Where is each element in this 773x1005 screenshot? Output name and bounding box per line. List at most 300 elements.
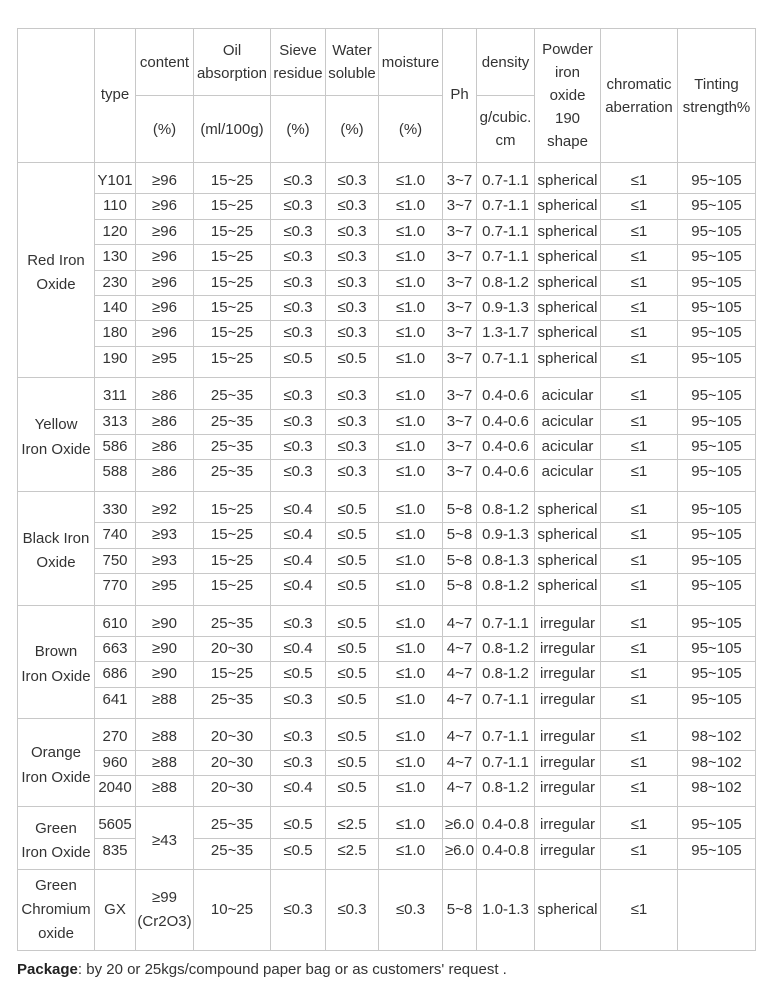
table-row: [18, 687, 756, 718]
cell-shape: spherical: [535, 346, 601, 377]
cell-density: 0.7-1.1: [477, 219, 535, 244]
cell-moisture: ≤1.0: [379, 605, 443, 636]
cell-oil: 20~30: [194, 636, 271, 661]
cell-content: ≥88: [136, 775, 194, 806]
cell-density: 1.3-1.7: [477, 321, 535, 346]
header-blank: [18, 29, 95, 163]
cell-content: ≥88: [136, 750, 194, 775]
table-row: [18, 719, 756, 750]
cell-moisture: ≤1.0: [379, 807, 443, 838]
cell-water: ≤2.5: [326, 838, 379, 869]
cell-water: ≤0.5: [326, 491, 379, 522]
package-note: [17, 961, 507, 978]
cell-ph: 4~7: [443, 750, 477, 775]
cell-chromatic: ≤1: [601, 460, 678, 491]
cell-density: 0.8-1.2: [477, 574, 535, 605]
cell-oil: 25~35: [194, 378, 271, 409]
cell-sieve: ≤0.5: [271, 838, 326, 869]
cell-density: 0.4-0.6: [477, 435, 535, 460]
table-row: [18, 574, 756, 605]
cell-content: ≥88: [136, 719, 194, 750]
cell-type: 686: [95, 662, 136, 687]
table-row: [18, 775, 756, 806]
cell-tinting: 95~105: [678, 219, 756, 244]
cell-shape: irregular: [535, 687, 601, 718]
cell-oil: 20~30: [194, 775, 271, 806]
cell-chromatic: ≤1: [601, 378, 678, 409]
cell-ph: 4~7: [443, 719, 477, 750]
cell-moisture: ≤1.0: [379, 574, 443, 605]
table-row: [18, 870, 756, 951]
cell-oil: 25~35: [194, 460, 271, 491]
cell-sieve: ≤0.3: [271, 719, 326, 750]
cell-tinting: 95~105: [678, 548, 756, 573]
table-row: [18, 605, 756, 636]
cell-density: 0.8-1.2: [477, 662, 535, 687]
cell-water: ≤0.3: [326, 296, 379, 321]
cell-moisture: ≤1.0: [379, 523, 443, 548]
cell-tinting: 95~105: [678, 491, 756, 522]
cell-type: 190: [95, 346, 136, 377]
cell-oil: 15~25: [194, 163, 271, 194]
cell-shape: spherical: [535, 270, 601, 295]
cell-type: 270: [95, 719, 136, 750]
table-row: [18, 662, 756, 687]
cell-sieve: ≤0.5: [271, 662, 326, 687]
cell-ph: 3~7: [443, 435, 477, 460]
group-name: Green Chromium oxide: [18, 870, 95, 951]
cell-ph: 5~8: [443, 523, 477, 548]
cell-tinting: 95~105: [678, 163, 756, 194]
cell-type: 330: [95, 491, 136, 522]
cell-type: GX: [95, 870, 136, 951]
cell-tinting: 95~105: [678, 662, 756, 687]
cell-chromatic: ≤1: [601, 346, 678, 377]
group-name: Black Iron Oxide: [18, 491, 95, 605]
cell-sieve: ≤0.3: [271, 219, 326, 244]
cell-type: 5605: [95, 807, 136, 838]
cell-water: ≤0.3: [326, 194, 379, 219]
cell-sieve: ≤0.3: [271, 605, 326, 636]
cell-shape: irregular: [535, 719, 601, 750]
table-row: [18, 194, 756, 219]
cell-ph: 3~7: [443, 270, 477, 295]
cell-ph: 3~7: [443, 194, 477, 219]
cell-ph: 4~7: [443, 636, 477, 661]
cell-ph: 4~7: [443, 605, 477, 636]
cell-moisture: ≤1.0: [379, 296, 443, 321]
cell-sieve: ≤0.3: [271, 245, 326, 270]
group-name: Green Iron Oxide: [18, 807, 95, 870]
cell-tinting: 95~105: [678, 194, 756, 219]
cell-sieve: ≤0.3: [271, 194, 326, 219]
cell-chromatic: ≤1: [601, 194, 678, 219]
cell-moisture: ≤1.0: [379, 548, 443, 573]
cell-tinting: 95~105: [678, 321, 756, 346]
cell-water: ≤0.3: [326, 378, 379, 409]
table-row: [18, 163, 756, 194]
cell-water: ≤0.5: [326, 750, 379, 775]
cell-chromatic: ≤1: [601, 662, 678, 687]
cell-water: ≤2.5: [326, 807, 379, 838]
cell-shape: spherical: [535, 219, 601, 244]
cell-moisture: ≤1.0: [379, 194, 443, 219]
cell-shape: irregular: [535, 750, 601, 775]
cell-shape: spherical: [535, 574, 601, 605]
cell-tinting: 95~105: [678, 409, 756, 434]
cell-sieve: ≤0.4: [271, 775, 326, 806]
cell-oil: 20~30: [194, 750, 271, 775]
cell-density: 0.7-1.1: [477, 194, 535, 219]
cell-moisture: ≤1.0: [379, 163, 443, 194]
cell-content: ≥86: [136, 409, 194, 434]
cell-moisture: ≤1.0: [379, 838, 443, 869]
cell-oil: 15~25: [194, 270, 271, 295]
cell-content: ≥95: [136, 346, 194, 377]
cell-content: ≥86: [136, 378, 194, 409]
cell-moisture: ≤1.0: [379, 491, 443, 522]
table-row: [18, 548, 756, 573]
cell-water: ≤0.3: [326, 870, 379, 951]
cell-sieve: ≤0.5: [271, 346, 326, 377]
cell-ph: 3~7: [443, 409, 477, 434]
cell-content: ≥93: [136, 548, 194, 573]
cell-sieve: ≤0.3: [271, 870, 326, 951]
cell-type: 311: [95, 378, 136, 409]
cell-shape: spherical: [535, 491, 601, 522]
cell-tinting: 95~105: [678, 523, 756, 548]
cell-density: 0.8-1.2: [477, 636, 535, 661]
cell-chromatic: ≤1: [601, 870, 678, 951]
unit-moisture: (%): [379, 96, 443, 163]
cell-chromatic: ≤1: [601, 270, 678, 295]
cell-sieve: ≤0.3: [271, 270, 326, 295]
spec-table: [17, 28, 756, 951]
table-row: [18, 296, 756, 321]
cell-type: 750: [95, 548, 136, 573]
cell-type: 770: [95, 574, 136, 605]
table-row: [18, 219, 756, 244]
cell-oil: 15~25: [194, 194, 271, 219]
cell-density: 0.9-1.3: [477, 523, 535, 548]
cell-water: ≤0.5: [326, 574, 379, 605]
cell-density: 0.7-1.1: [477, 687, 535, 718]
table-row: [18, 245, 756, 270]
cell-tinting: 95~105: [678, 378, 756, 409]
group-name: Yellow Iron Oxide: [18, 378, 95, 492]
cell-tinting: 95~105: [678, 346, 756, 377]
header-oil: Oil absorption: [194, 29, 271, 96]
cell-type: 140: [95, 296, 136, 321]
cell-oil: 15~25: [194, 491, 271, 522]
header-chromatic: chromatic aberration: [601, 29, 678, 163]
cell-density: 0.8-1.2: [477, 775, 535, 806]
cell-sieve: ≤0.4: [271, 491, 326, 522]
cell-chromatic: ≤1: [601, 296, 678, 321]
cell-ph: 3~7: [443, 346, 477, 377]
cell-type: 180: [95, 321, 136, 346]
cell-water: ≤0.5: [326, 346, 379, 377]
cell-shape: irregular: [535, 775, 601, 806]
cell-tinting: 98~102: [678, 719, 756, 750]
cell-sieve: ≤0.5: [271, 807, 326, 838]
cell-type: 586: [95, 435, 136, 460]
cell-chromatic: ≤1: [601, 574, 678, 605]
table-row: [18, 838, 756, 869]
cell-water: ≤0.5: [326, 775, 379, 806]
cell-content: ≥96: [136, 296, 194, 321]
cell-density: 0.7-1.1: [477, 163, 535, 194]
unit-water: (%): [326, 96, 379, 163]
cell-shape: irregular: [535, 605, 601, 636]
cell-content: ≥93: [136, 523, 194, 548]
cell-sieve: ≤0.3: [271, 687, 326, 718]
cell-shape: irregular: [535, 662, 601, 687]
cell-density: 0.7-1.1: [477, 750, 535, 775]
table-row: [18, 270, 756, 295]
cell-chromatic: ≤1: [601, 491, 678, 522]
cell-type: 663: [95, 636, 136, 661]
cell-type: Y101: [95, 163, 136, 194]
cell-oil: 15~25: [194, 219, 271, 244]
header-ph: Ph: [443, 29, 477, 163]
cell-water: ≤0.3: [326, 245, 379, 270]
cell-chromatic: ≤1: [601, 321, 678, 346]
table-row: [18, 435, 756, 460]
cell-chromatic: ≤1: [601, 838, 678, 869]
cell-chromatic: ≤1: [601, 807, 678, 838]
cell-ph: 5~8: [443, 491, 477, 522]
cell-water: ≤0.5: [326, 605, 379, 636]
cell-oil: 15~25: [194, 346, 271, 377]
cell-moisture: ≤1.0: [379, 662, 443, 687]
cell-tinting: 95~105: [678, 687, 756, 718]
table-row: [18, 491, 756, 522]
cell-moisture: ≤1.0: [379, 409, 443, 434]
cell-content: ≥92: [136, 491, 194, 522]
cell-density: 0.8-1.2: [477, 491, 535, 522]
cell-sieve: ≤0.4: [271, 523, 326, 548]
header-type: type: [95, 29, 136, 163]
header-density: density: [477, 29, 535, 96]
cell-content: ≥99 (Cr2O3): [136, 870, 194, 951]
cell-shape: spherical: [535, 163, 601, 194]
cell-water: ≤0.5: [326, 662, 379, 687]
cell-chromatic: ≤1: [601, 687, 678, 718]
cell-water: ≤0.5: [326, 523, 379, 548]
cell-water: ≤0.3: [326, 219, 379, 244]
cell-water: ≤0.5: [326, 548, 379, 573]
cell-sieve: ≤0.3: [271, 378, 326, 409]
cell-density: 1.0-1.3: [477, 870, 535, 951]
cell-density: 0.8-1.2: [477, 270, 535, 295]
cell-shape: spherical: [535, 870, 601, 951]
cell-chromatic: ≤1: [601, 245, 678, 270]
cell-ph: 3~7: [443, 321, 477, 346]
cell-shape: spherical: [535, 523, 601, 548]
cell-content: ≥86: [136, 435, 194, 460]
cell-shape: acicular: [535, 435, 601, 460]
cell-oil: 20~30: [194, 719, 271, 750]
cell-tinting: 95~105: [678, 574, 756, 605]
cell-tinting: [678, 870, 756, 951]
cell-type: 2040: [95, 775, 136, 806]
cell-shape: spherical: [535, 194, 601, 219]
cell-density: 0.4-0.6: [477, 460, 535, 491]
cell-water: ≤0.3: [326, 163, 379, 194]
cell-ph: 5~8: [443, 870, 477, 951]
package-text: : by 20 or 25kgs/compound paper bag or as customers' request .: [77, 961, 507, 978]
unit-content: (%): [136, 96, 194, 163]
cell-ph: 3~7: [443, 245, 477, 270]
cell-water: ≤0.5: [326, 719, 379, 750]
cell-chromatic: ≤1: [601, 750, 678, 775]
cell-density: 0.7-1.1: [477, 346, 535, 377]
cell-oil: 15~25: [194, 523, 271, 548]
cell-sieve: ≤0.4: [271, 636, 326, 661]
group-name: Orange Iron Oxide: [18, 719, 95, 807]
cell-type: 120: [95, 219, 136, 244]
cell-moisture: ≤1.0: [379, 719, 443, 750]
cell-shape: spherical: [535, 321, 601, 346]
cell-shape: spherical: [535, 245, 601, 270]
cell-tinting: 95~105: [678, 838, 756, 869]
table-row: [18, 750, 756, 775]
cell-ph: 5~8: [443, 548, 477, 573]
table-row: [18, 346, 756, 377]
cell-sieve: ≤0.4: [271, 548, 326, 573]
cell-sieve: ≤0.3: [271, 750, 326, 775]
unit-sieve: (%): [271, 96, 326, 163]
cell-oil: 15~25: [194, 662, 271, 687]
cell-content: ≥90: [136, 662, 194, 687]
cell-chromatic: ≤1: [601, 219, 678, 244]
cell-chromatic: ≤1: [601, 605, 678, 636]
cell-moisture: ≤1.0: [379, 346, 443, 377]
group-name: Red Iron Oxide: [18, 163, 95, 378]
cell-tinting: 98~102: [678, 775, 756, 806]
cell-type: 130: [95, 245, 136, 270]
cell-content: ≥90: [136, 605, 194, 636]
cell-moisture: ≤1.0: [379, 245, 443, 270]
cell-ph: 3~7: [443, 219, 477, 244]
cell-density: 0.9-1.3: [477, 296, 535, 321]
table-row: [18, 636, 756, 661]
cell-tinting: 95~105: [678, 807, 756, 838]
cell-shape: acicular: [535, 460, 601, 491]
table-row: [18, 460, 756, 491]
cell-density: 0.4-0.6: [477, 378, 535, 409]
cell-oil: 10~25: [194, 870, 271, 951]
cell-moisture: ≤1.0: [379, 378, 443, 409]
cell-content: ≥96: [136, 270, 194, 295]
cell-shape: spherical: [535, 548, 601, 573]
header-sieve: Sieve residue: [271, 29, 326, 96]
cell-oil: 15~25: [194, 245, 271, 270]
cell-ph: 4~7: [443, 687, 477, 718]
cell-ph: 5~8: [443, 574, 477, 605]
cell-moisture: ≤1.0: [379, 219, 443, 244]
cell-ph: 4~7: [443, 775, 477, 806]
cell-shape: acicular: [535, 409, 601, 434]
cell-density: 0.7-1.1: [477, 719, 535, 750]
cell-shape: irregular: [535, 838, 601, 869]
cell-type: 313: [95, 409, 136, 434]
table-row: [18, 321, 756, 346]
cell-ph: ≥6.0: [443, 807, 477, 838]
cell-type: 110: [95, 194, 136, 219]
cell-tinting: 95~105: [678, 605, 756, 636]
cell-content: ≥96: [136, 321, 194, 346]
cell-tinting: 95~105: [678, 245, 756, 270]
cell-density: 0.7-1.1: [477, 245, 535, 270]
table-row: [18, 523, 756, 548]
cell-oil: 15~25: [194, 574, 271, 605]
header-water: Water soluble: [326, 29, 379, 96]
cell-ph: 3~7: [443, 378, 477, 409]
cell-chromatic: ≤1: [601, 636, 678, 661]
cell-density: 0.4-0.8: [477, 807, 535, 838]
cell-type: 230: [95, 270, 136, 295]
cell-oil: 15~25: [194, 321, 271, 346]
header-moisture: moisture: [379, 29, 443, 96]
cell-sieve: ≤0.3: [271, 296, 326, 321]
cell-shape: irregular: [535, 807, 601, 838]
cell-sieve: ≤0.3: [271, 435, 326, 460]
cell-water: ≤0.3: [326, 460, 379, 491]
cell-density: 0.4-0.8: [477, 838, 535, 869]
cell-shape: acicular: [535, 378, 601, 409]
cell-oil: 25~35: [194, 807, 271, 838]
cell-moisture: ≤1.0: [379, 460, 443, 491]
cell-ph: 3~7: [443, 460, 477, 491]
cell-content: ≥96: [136, 245, 194, 270]
cell-moisture: ≤1.0: [379, 775, 443, 806]
cell-content: ≥43: [136, 807, 194, 870]
cell-oil: 25~35: [194, 838, 271, 869]
cell-content: ≥96: [136, 219, 194, 244]
cell-type: 740: [95, 523, 136, 548]
cell-content: ≥86: [136, 460, 194, 491]
cell-sieve: ≤0.3: [271, 321, 326, 346]
cell-water: ≤0.3: [326, 321, 379, 346]
cell-tinting: 95~105: [678, 296, 756, 321]
header-row: [18, 29, 756, 96]
cell-sieve: ≤0.3: [271, 409, 326, 434]
cell-moisture: ≤1.0: [379, 435, 443, 460]
cell-oil: 25~35: [194, 409, 271, 434]
cell-sieve: ≤0.3: [271, 163, 326, 194]
unit-density: g/cubic. cm: [477, 96, 535, 163]
cell-chromatic: ≤1: [601, 409, 678, 434]
cell-type: 835: [95, 838, 136, 869]
cell-density: 0.7-1.1: [477, 605, 535, 636]
cell-chromatic: ≤1: [601, 523, 678, 548]
cell-moisture: ≤0.3: [379, 870, 443, 951]
cell-tinting: 95~105: [678, 636, 756, 661]
cell-shape: spherical: [535, 296, 601, 321]
group-name: Brown Iron Oxide: [18, 605, 95, 719]
cell-oil: 25~35: [194, 435, 271, 460]
table-row: [18, 807, 756, 838]
cell-moisture: ≤1.0: [379, 687, 443, 718]
cell-moisture: ≤1.0: [379, 270, 443, 295]
cell-content: ≥95: [136, 574, 194, 605]
cell-water: ≤0.3: [326, 270, 379, 295]
cell-moisture: ≤1.0: [379, 750, 443, 775]
unit-oil: (ml/100g): [194, 96, 271, 163]
cell-sieve: ≤0.4: [271, 574, 326, 605]
